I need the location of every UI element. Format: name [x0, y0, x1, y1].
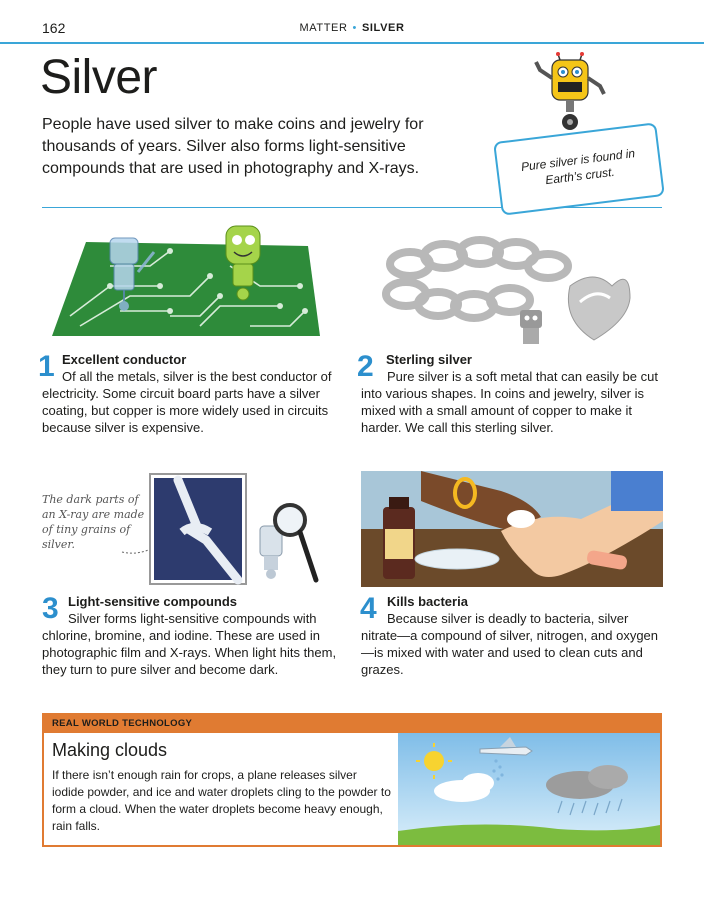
- section-3-body: Silver forms light-sensitive compounds with chlorine, bromine, and iodine. These are used in photographic film and X-rays. When light hits them, they turn to pure silver and become dark.: [42, 611, 337, 677]
- section-1-body: Of all the metals, silver is the best conductor of electricity. Some circuit board parts have a silver coating, but copper is more widely used in circuits because silver is expensive.: [42, 369, 332, 435]
- real-world-title: Making clouds: [52, 740, 168, 760]
- running-head-section: MATTER: [299, 22, 348, 34]
- section-2-body: Pure silver is a soft metal that can easily be cut into various shapes. In coins and jewelry, silver is mixed with a small amount of copper to make it harder. We call this sterling silver.: [361, 369, 658, 435]
- header-rule: [0, 42, 704, 44]
- page-number: 162: [42, 20, 66, 36]
- xray-illustration: [120, 470, 320, 588]
- real-world-technology-bar: [44, 715, 660, 733]
- running-head: [0, 22, 704, 34]
- real-world-body: If there isn’t enough rain for crops, a plane releases silver iodide powder, and ice and water droplets cling to the powder to form a cloud. When the water droplets become heavy enough, rain falls.: [52, 768, 391, 833]
- section-4-number: 4: [360, 592, 377, 625]
- section-1-heading: Excellent conductor: [62, 352, 187, 367]
- xray-note: The dark parts of an X-ray are made of tiny grains of silver.: [42, 493, 145, 551]
- cloud-seeding-illustration: [398, 733, 660, 845]
- real-world-technology-box: [42, 713, 662, 847]
- intro-text: People have used silver to make coins and jewelry for thousands of years. Silver also forms light-sensitive compounds that are used in photography and X-rays.: [42, 116, 424, 177]
- cleaning-wound-illustration: [361, 471, 663, 587]
- silver-bracelet-illustration: [380, 232, 638, 350]
- running-head-topic: SILVER: [361, 22, 405, 34]
- section-3-heading: Light-sensitive compounds: [68, 594, 238, 609]
- callout-text: Pure silver is found in Earth’s crust.: [520, 146, 636, 188]
- real-world-technology-label: REAL WORLD TECHNOLOGY: [52, 718, 193, 729]
- section-2-heading: Sterling silver: [386, 352, 472, 367]
- section-2-number: 2: [357, 350, 374, 383]
- bullet-separator: •: [352, 22, 357, 34]
- section-4-heading: Kills bacteria: [387, 594, 468, 609]
- section-4-body: Because silver is deadly to bacteria, silver nitrate—a compound of silver, nitrogen, and oxygen—is mixed with water and used to clean cuts and grazes.: [361, 611, 659, 677]
- circuit-board-illustration: [50, 216, 322, 338]
- section-1-number: 1: [38, 350, 55, 383]
- robot-mascot-illustration: [534, 52, 606, 132]
- section-3-number: 3: [42, 592, 59, 625]
- page-title: Silver: [40, 51, 158, 104]
